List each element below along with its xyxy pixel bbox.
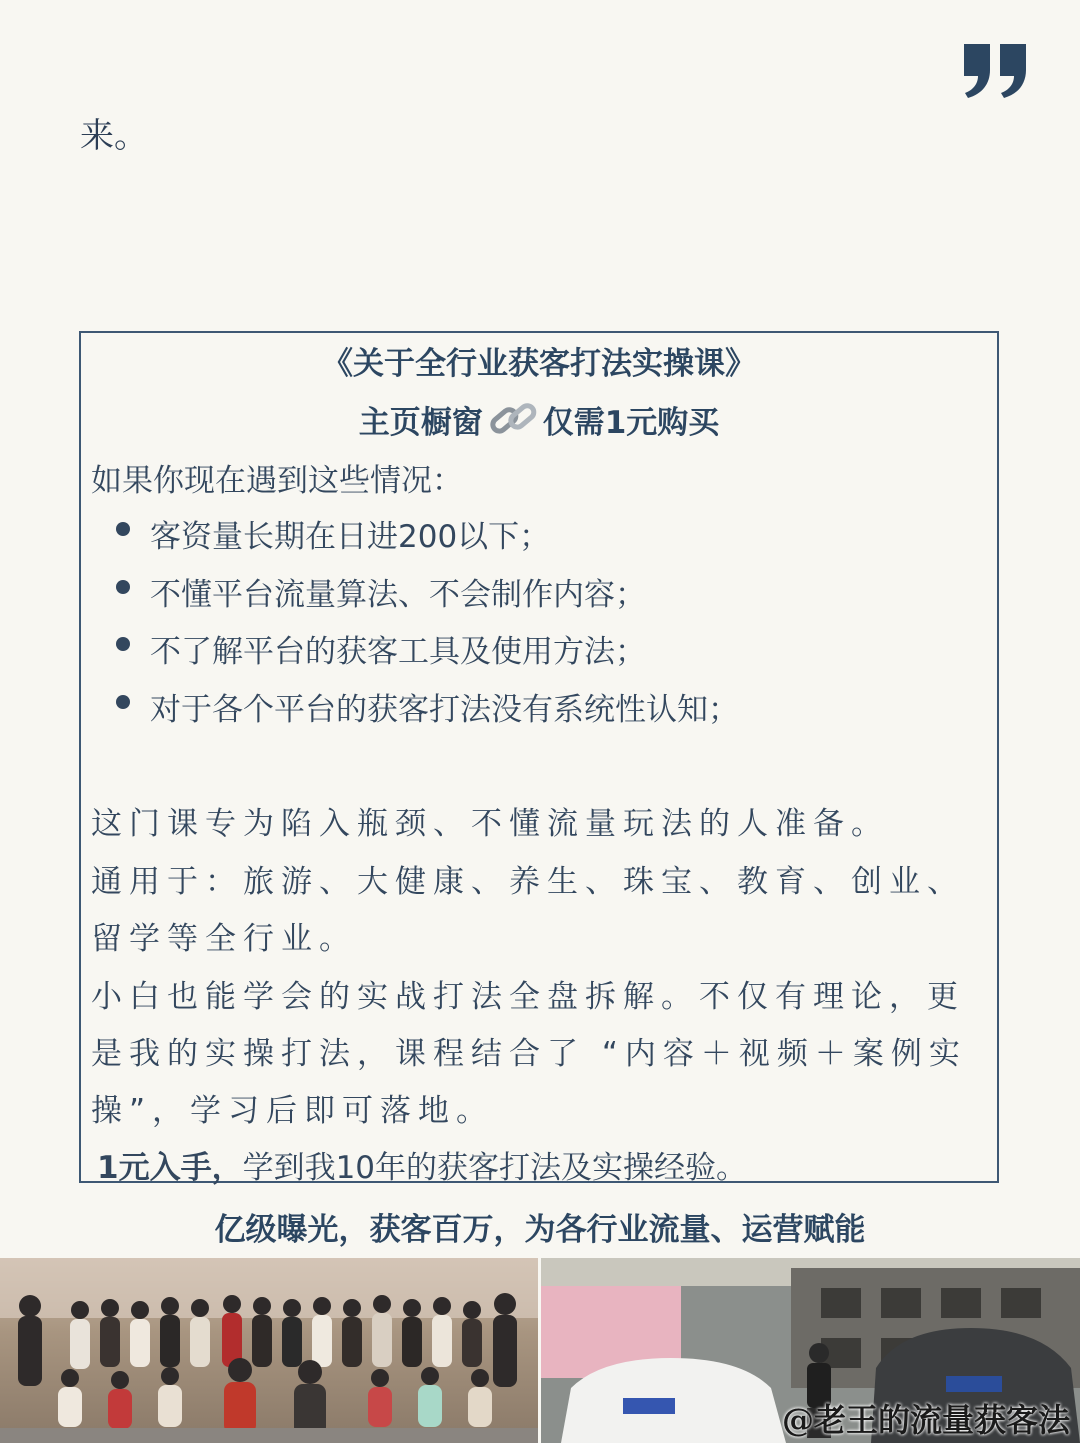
quote-icon [960, 40, 1030, 102]
paragraph-line: 通用于：旅游、大健康、养生、珠宝、教育、创业、 [91, 864, 965, 900]
paragraph-line: 操”，学习后即可落地。 [91, 1093, 495, 1129]
group-photo [0, 1258, 538, 1443]
subtitle-right: 仅需1元购买 [542, 404, 720, 441]
bullet-item: 对于各个平台的获客打法没有系统性认知； [150, 692, 739, 728]
watermark: @老王的流量获客法 [781, 1401, 1070, 1439]
intro-text: 如果你现在遇到这些情况： [91, 463, 463, 499]
bullet-dot [116, 522, 130, 536]
bullet-item: 客资量长期在日进200以下； [150, 519, 551, 555]
paragraph-line: 留学等全行业。 [91, 921, 357, 957]
paragraph-line: 是我的实操打法，课程结合了 “内容＋视频＋案例实 [91, 1036, 967, 1072]
paragraph-line: 小白也能学会的实战打法全盘拆解。不仅有理论，更 [91, 979, 965, 1015]
bullet-dot [116, 637, 130, 651]
closing-bold: 1元入手， [97, 1150, 243, 1186]
bullet-dot [116, 695, 130, 709]
tagline: 亿级曝光，获客百万，为各行业流量、运营赋能 [214, 1212, 866, 1248]
cars-photo [541, 1258, 1080, 1443]
course-title: 《关于全行业获客打法实操课》 [322, 346, 756, 382]
paragraph-line: 这门课专为陷入瓶颈、不懂流量玩法的人准备。 [91, 806, 889, 842]
closing-line [97, 1142, 747, 1187]
link-icon [487, 396, 539, 442]
bullet-item: 不懂平台流量算法、不会制作内容； [150, 577, 646, 613]
course-subtitle [79, 396, 999, 442]
bullet-item: 不了解平台的获客工具及使用方法； [150, 634, 646, 670]
bullet-dot [116, 580, 130, 594]
closing-rest: 学到我10年的获客打法及实操经验。 [242, 1150, 748, 1186]
subtitle-left: 主页橱窗 [358, 404, 483, 441]
lead-text: 来。 [80, 116, 148, 156]
